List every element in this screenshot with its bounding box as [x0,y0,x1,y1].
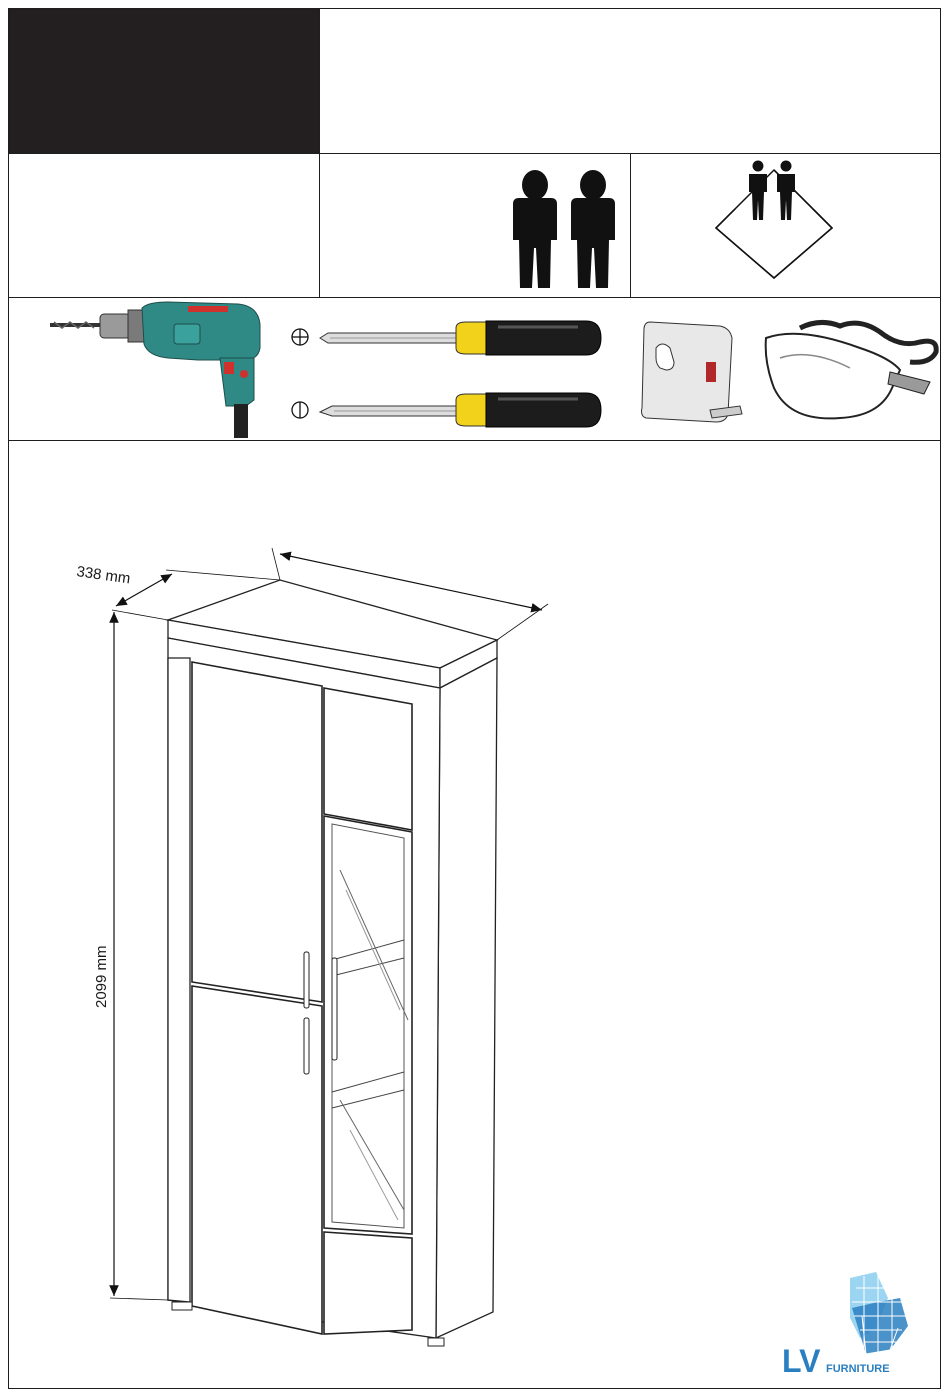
flat-screwdriver-icon [318,390,603,430]
tape-measure-icon [640,318,745,428]
flat-symbol [290,400,310,420]
cabinet-side [436,658,497,1338]
phillips-symbol [290,327,310,347]
cabinet-foot [172,1302,192,1310]
logo-mosaic-icon [850,1272,908,1354]
logo-word: FURNITURE [826,1363,890,1375]
people-divider [630,153,631,298]
person-icon [571,170,615,288]
left-door-lower [192,986,322,1334]
right-door-bottom-panel [324,1232,412,1334]
right-door-top-panel [324,688,412,830]
row-divider-3 [9,440,941,441]
phillips-screwdriver-icon [318,318,603,358]
row-divider-2 [9,297,941,298]
handle [304,1018,309,1074]
drill-icon [48,300,268,440]
header-black-block [9,9,319,153]
left-door-upper [192,662,322,1002]
depth-label: 338 mm [75,563,132,588]
cabinet-drawing [60,540,580,1370]
lv-furniture-logo [780,1268,920,1383]
two-persons-icon [505,168,620,293]
safety-glasses-icon [760,318,940,428]
height-label: 2099 mm [93,945,110,1008]
two-person-lift-warning-icon [714,160,834,280]
person-icon [513,170,557,288]
cabinet-foot [428,1338,444,1346]
logo-letters: LV [782,1343,821,1379]
handle [304,952,309,1008]
row-divider-1 [9,153,941,154]
handle [332,958,337,1060]
